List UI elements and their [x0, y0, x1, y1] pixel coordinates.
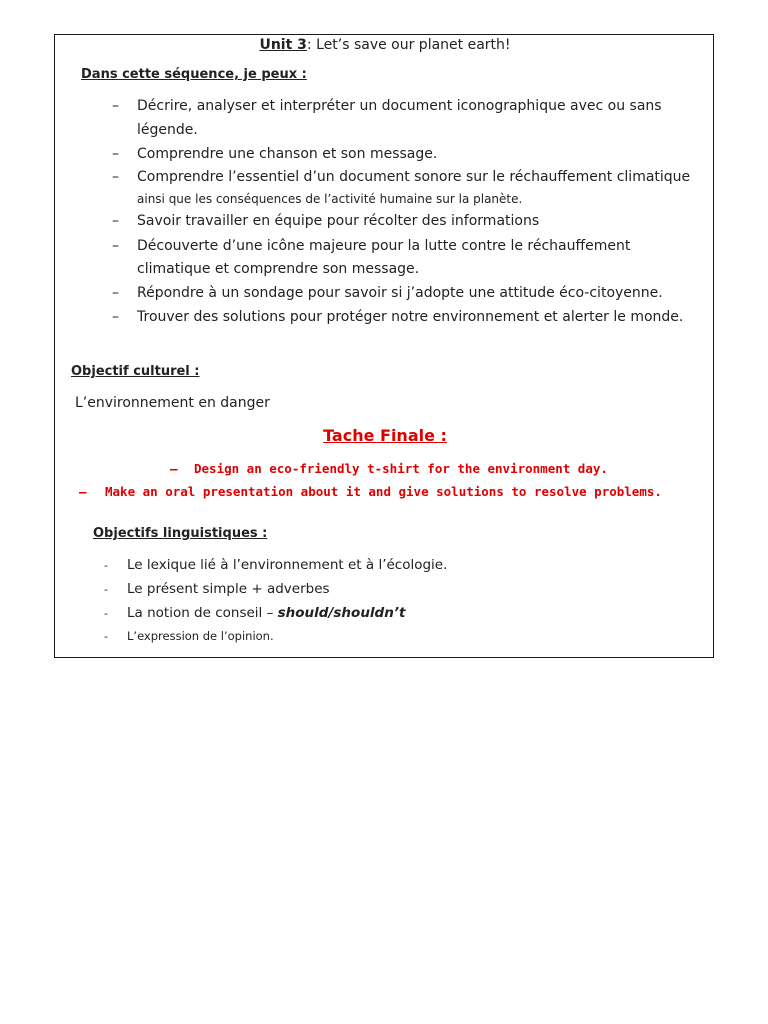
document-frame [54, 34, 714, 658]
list-item: Comprendre une chanson et son message. [137, 146, 438, 162]
tache-finale-heading: Tache Finale : [323, 426, 447, 445]
sequence-heading: Dans cette séquence, je peux : [81, 67, 307, 82]
tache-bullet: – [170, 461, 178, 476]
list-item: Savoir travailler en équipe pour récolter des informations [137, 213, 540, 229]
unit-title-text: Let’s save our planet earth! [316, 37, 511, 53]
unit-title [55, 37, 715, 53]
list-item-continuation: climatique et comprendre son message. [137, 261, 420, 277]
unit-colon: : [306, 37, 312, 53]
list-item: Trouver des solutions pour protéger notre environnement et alerter le monde. [137, 309, 684, 325]
list-bullet: – [112, 146, 119, 162]
list-bullet: – [112, 169, 119, 185]
list-bullet: – [112, 213, 119, 229]
list-item-continuation: ainsi que les conséquences de l’activité humaine sur la planète. [137, 192, 523, 206]
unit-label: Unit 3 [259, 37, 307, 53]
list-bullet: - [104, 630, 108, 643]
list-bullet: – [112, 309, 119, 325]
linguistiques-heading: Objectifs linguistiques : [93, 526, 268, 541]
list-item: Comprendre l’essentiel d’un document sonore sur le réchauffement climatique [137, 169, 691, 185]
list-item: Le présent simple + adverbes [127, 581, 330, 597]
culturel-text: L’environnement en danger [75, 395, 270, 411]
emphasis-text: should/shouldn’t [277, 605, 406, 621]
list-bullet: – [112, 98, 119, 114]
culturel-heading: Objectif culturel : [71, 364, 200, 379]
list-item [127, 605, 405, 621]
list-item-text: La notion de conseil – [127, 605, 278, 621]
tache-bullet: – [79, 484, 87, 499]
list-bullet: - [104, 559, 108, 572]
list-item: Répondre à un sondage pour savoir si j’adopte une attitude éco-citoyenne. [137, 285, 663, 301]
list-bullet: - [104, 583, 108, 596]
list-bullet: - [104, 607, 108, 620]
tache-item: Design an eco-friendly t-shirt for the environment day. [194, 461, 608, 476]
list-bullet: – [112, 238, 119, 254]
list-item-continuation: légende. [137, 122, 198, 138]
list-item: Le lexique lié à l’environnement et à l’écologie. [127, 557, 448, 573]
list-item: Découverte d’une icône majeure pour la lutte contre le réchauffement [137, 238, 631, 254]
list-bullet: – [112, 285, 119, 301]
list-item: L’expression de l’opinion. [127, 629, 274, 643]
list-item: Décrire, analyser et interpréter un document iconographique avec ou sans [137, 98, 662, 114]
tache-item: Make an oral presentation about it and give solutions to resolve problems. [105, 484, 662, 499]
